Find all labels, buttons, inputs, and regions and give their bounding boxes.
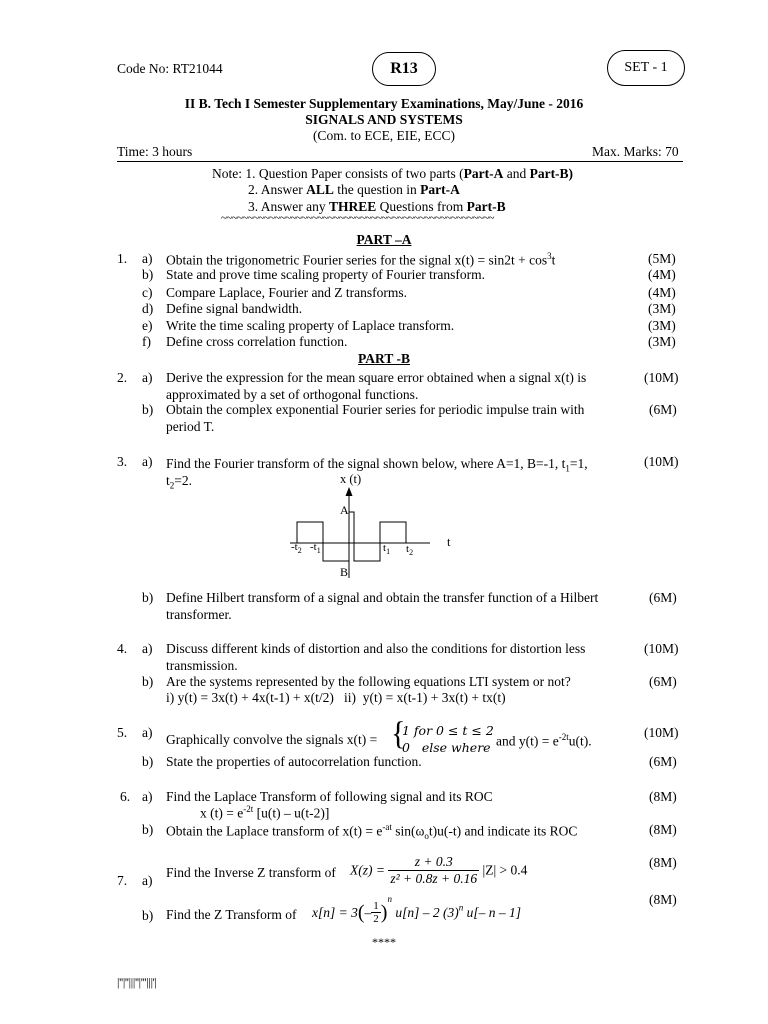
question-6a-marks: (8M) (649, 789, 677, 804)
set-badge (607, 50, 685, 86)
time-label: Time: 3 hours (117, 144, 193, 159)
regulation-badge (372, 52, 436, 86)
x-axis-label: t (447, 535, 451, 549)
question-2b-text: Obtain the complex exponential Fourier series for periodic impulse train with period T. (166, 402, 585, 434)
note-line-2: 2. Answer ALL the question in Part-A (248, 182, 460, 197)
question-7b-label: b) (142, 908, 154, 923)
y-axis-label: x (t) (340, 472, 362, 486)
question-4a-marks: (10M) (644, 641, 679, 656)
part-a-heading: PART –A (356, 232, 412, 247)
question-5a-marks: (10M) (644, 725, 679, 740)
question-7-number: 7. (117, 873, 128, 888)
question-6b-marks: (8M) (649, 822, 677, 837)
question-5a-text-end: and $y(t) = e^{-2t}u(t)$. (496, 732, 592, 749)
note-line-3: 3. Answer any THREE Questions from Part-B (248, 199, 506, 214)
question-4b-marks: (6M) (649, 674, 677, 689)
half-fraction: $\frac{1}{2}$ (373, 900, 379, 926)
question-5a-label: a) (142, 725, 153, 740)
amplitude-b-label: B (340, 565, 349, 579)
z-transform-expression: X(z) = $\frac{z + 0.3}{\text{z² + 0.8z + 0.16}}$ |Z| > 0.4 (350, 854, 528, 886)
question-5b-marks: (6M) (649, 754, 677, 769)
question-3a-text-cont: $t_2=2$. (166, 473, 193, 491)
pulse-left-positive (297, 522, 323, 543)
question-2a-label: a) (142, 370, 153, 385)
pulse-left-negative (323, 543, 349, 561)
question-2b-label: b) (142, 402, 154, 417)
signal-diagram (270, 468, 470, 580)
question-6b-text: Obtain the Laplace transform of $x(t) = e^{-at}$ $\sin(\omega_ot)u(-t)$ and indicate its ROC (166, 822, 578, 842)
pulse-right-positive (380, 522, 406, 543)
subject-title: SIGNALS AND SYSTEMS (305, 112, 463, 127)
question-3a-text: Find the Fourier transform of the signal shown below, where A=1, B=-1, $t_1=1$, (166, 456, 588, 474)
question-6b-label: b) (142, 822, 154, 837)
tick-neg-t1: $-t_1$ (310, 541, 321, 555)
end-marker: **** (372, 935, 396, 949)
z-transform-fraction: $\frac{z + 0.3}{\text{z² + 0.8z + 0.16}}$ (390, 854, 478, 886)
piecewise-case-1: 1 for 0 ≤ t ≤ 2 (402, 723, 494, 738)
note-line-1: Note: 1. Question Paper consists of two parts (Part-A and Part-B) (212, 166, 574, 181)
question-3b-marks: (6M) (649, 590, 677, 605)
question-2a-text: Derive the expression for the mean square error obtained when a signal x(t) is approximated by a set of orthogonal functions. (166, 370, 587, 402)
question-4a-text: Discuss different kinds of distortion and also the conditions for distortion less transmission. (166, 641, 586, 673)
tick-t2: $t_2$ (406, 543, 414, 557)
header-rule (117, 161, 683, 162)
max-marks: Max. Marks: 70 (592, 144, 679, 159)
question-3b-label: b) (142, 590, 154, 605)
question-5a-text: Graphically convolve the signals x(t) = (166, 732, 378, 747)
question-5b-label: b) (142, 754, 154, 769)
regulation-text: R13 (390, 60, 418, 77)
part-b-heading: PART -B (358, 351, 410, 366)
piecewise-brace: { (391, 715, 406, 752)
question-4a-label: a) (142, 641, 153, 656)
amplitude-a-label: A (340, 503, 349, 517)
exam-title: II B. Tech I Semester Supplementary Examinations, May/June - 2016 (184, 96, 584, 111)
question-4b-equations: i) y(t) = 3x(t) + 4x(t-1) + x(t/2) ii) y(t) = x(t-1) + 3x(t) + tx(t) (166, 690, 506, 705)
question-1-number: 1. (117, 251, 128, 266)
z-transform-signal: x[n] = 3(– $\frac{1}{2}$ )$^n$ u[n] – 2 $(3)^n$ u[– n – 1] (312, 894, 521, 926)
question-7a-label: a) (142, 873, 153, 888)
question-2b-marks: (6M) (649, 402, 677, 417)
question-6a-text: Find the Laplace Transform of following signal and its ROC (166, 789, 493, 804)
question-7b-text: Find the Z Transform of (166, 907, 297, 922)
question-7a-marks: (8M) (649, 855, 677, 870)
question-6a-equation: x $(t) = e^{-2t}$ [u(t) – u(t-2)] (200, 804, 330, 821)
code-number: Code No: RT21044 (117, 61, 223, 76)
piecewise-case-2: 0 else where (402, 740, 491, 755)
question-7a-text: Find the Inverse Z transform of (166, 865, 336, 880)
footer-barcode: |''|''|||''|'''|||'| (117, 975, 157, 989)
question-3b-text: Define Hilbert transform of a signal and obtain the transfer function of a Hilbert transformer. (166, 590, 599, 622)
tick-neg-t2: $-t_2$ (291, 541, 302, 555)
question-4-number: 4. (117, 641, 128, 656)
tick-t1: $t_1$ (383, 542, 391, 556)
question-3a-marks: (10M) (644, 454, 679, 469)
question-4b-text: Are the systems represented by the following equations LTI system or not? (166, 674, 571, 689)
question-5b-text: State the properties of autocorrelation function. (166, 754, 422, 769)
question-2a-marks: (10M) (644, 370, 679, 385)
question-2-number: 2. (117, 370, 128, 385)
question-3-number: 3. (117, 454, 128, 469)
y-axis-arrow-icon (346, 487, 353, 496)
question-6a-label: a) (142, 789, 153, 804)
question-7b-marks: (8M) (649, 892, 677, 907)
question-6-number: 6. (120, 789, 131, 804)
pulse-center-positive (349, 512, 354, 543)
question-4b-label: b) (142, 674, 154, 689)
question-3a-label: a) (142, 454, 153, 469)
branches: (Com. to ECE, EIE, ECC) (312, 128, 456, 143)
question-5-number: 5. (117, 725, 128, 740)
pulse-right-negative (354, 543, 380, 561)
set-text: SET - 1 (624, 60, 668, 75)
divider: ~~~~~~~~~~~~~~~~~~~~~~~~~~~~~~~~~~~~~~~~~~~~~~~~~~~ (221, 212, 494, 224)
